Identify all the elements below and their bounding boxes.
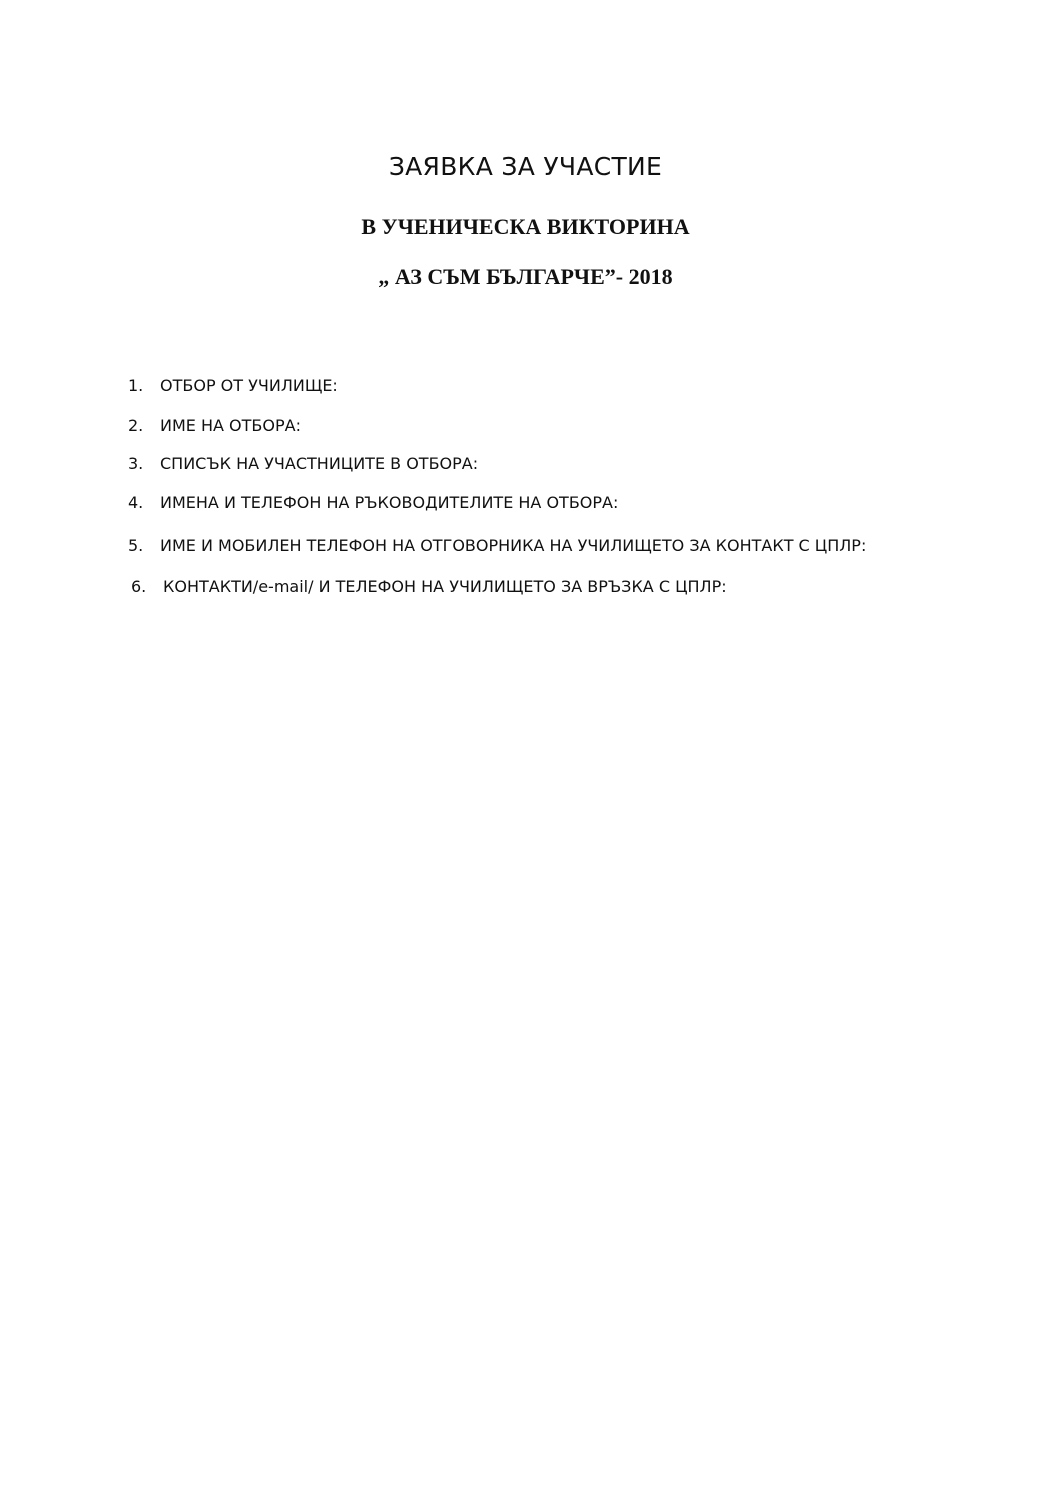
- field-team-name: [128, 414, 1008, 437]
- field-school-contacts: [128, 575, 1008, 598]
- document-subtitle: В УЧЕНИЧЕСКА ВИКТОРИНА: [361, 214, 690, 239]
- field-number: 1.: [128, 376, 144, 395]
- field-label: ИМЕНА И ТЕЛЕФОН НА РЪКОВОДИТЕЛИТЕ НА ОТБОРА:: [160, 493, 619, 512]
- field-participants-list: [128, 452, 1008, 475]
- field-number: 3.: [128, 454, 144, 473]
- field-school-team: [128, 374, 1008, 397]
- quiz-name: „ АЗ СЪМ БЪЛГАРЧЕ”- 2018: [378, 264, 673, 289]
- field-label: КОНТАКТИ/e-mail/ И ТЕЛЕФОН НА УЧИЛИЩЕТО ЗА ВРЪЗКА С ЦПЛР:: [163, 577, 727, 596]
- field-number: 5.: [128, 536, 144, 555]
- document-title: ЗАЯВКА ЗА УЧАСТИЕ: [388, 152, 663, 181]
- field-team-leaders: [128, 491, 1008, 514]
- field-number: 2.: [128, 416, 144, 435]
- field-label: ИМЕ И МОБИЛЕН ТЕЛЕФОН НА ОТГОВОРНИКА НА УЧИЛИЩЕТО ЗА КОНТАКТ С ЦПЛР:: [160, 536, 867, 555]
- field-label: ОТБОР ОТ УЧИЛИЩЕ:: [160, 376, 338, 395]
- field-school-contact-person: [128, 534, 1008, 557]
- application-fields-list: [128, 374, 1008, 598]
- field-label: СПИСЪК НА УЧАСТНИЦИТЕ В ОТБОРА:: [160, 454, 479, 473]
- field-number: 6.: [131, 577, 147, 596]
- field-label: ИМЕ НА ОТБОРА:: [160, 416, 301, 435]
- field-number: 4.: [128, 493, 144, 512]
